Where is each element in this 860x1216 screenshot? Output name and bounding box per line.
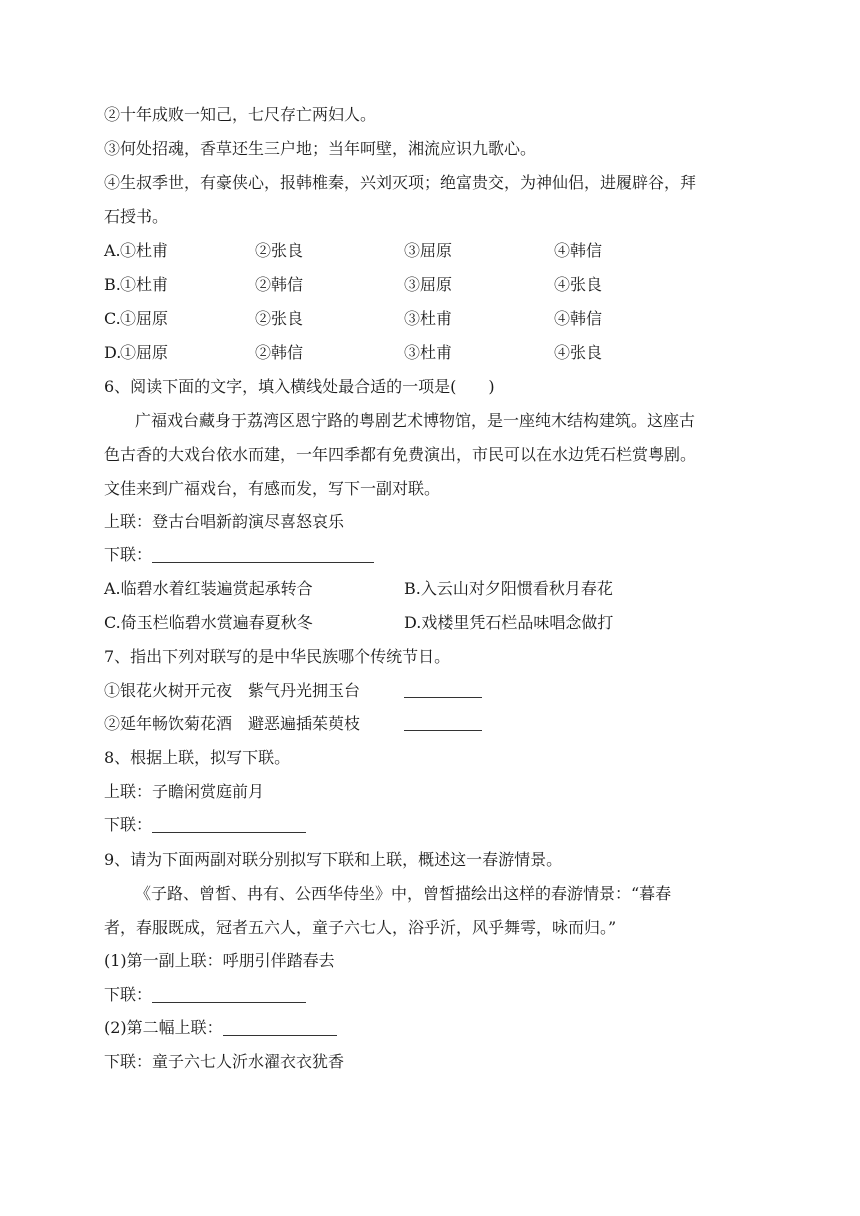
- q6-passage-line3: 文佳来到广福戏台，有感而发，写下一副对联。: [104, 479, 441, 498]
- option-choice-3: ③屈原: [404, 275, 453, 294]
- q6-option-d[interactable]: D.戏楼里凭石栏品味唱念做打: [404, 613, 614, 632]
- option-choice-3: ③杜甫: [404, 343, 453, 362]
- lower-couplet-label: 下联：: [104, 815, 153, 834]
- q5-item-4-line1: ④生叔季世，有豪侠心，报韩椎秦，兴刘灭项；绝富贵交，为神仙侣，进履辟谷，拜: [104, 173, 697, 192]
- q9-sub2-upper: [104, 1018, 754, 1038]
- q7-item-2: ②延年畅饮菊花酒 避恶遍插茱萸枝: [104, 714, 361, 733]
- option-choice-4: ④韩信: [554, 241, 603, 260]
- q9-stem: 9、请为下面两副对联分别拟写下联和上联，概述这一春游情景。: [104, 850, 563, 869]
- q8-upper-couplet: 上联：子瞻闲赏庭前月: [104, 782, 265, 801]
- option-letter: D.: [104, 343, 122, 362]
- option-choice-2: ②张良: [255, 309, 304, 328]
- q6-upper-couplet: 上联：登古台唱新韵演尽喜怒哀乐: [104, 512, 345, 531]
- q6-lower-couplet: [104, 545, 754, 565]
- option-letter: B.: [104, 275, 121, 294]
- q6-option-b[interactable]: B.入云山对夕阳惯看秋月春花: [404, 579, 613, 598]
- option-choice-2: ②韩信: [255, 343, 304, 362]
- q6-stem: 6、阅读下面的文字，填入横线处最合适的一项是( ): [104, 377, 495, 396]
- q8-lower-couplet: [104, 815, 754, 835]
- option-letter: A.: [104, 241, 121, 260]
- option-choice-2: ②张良: [255, 241, 304, 260]
- q6-option-c[interactable]: C.倚玉栏临碧水赏遍春夏秋冬: [104, 613, 313, 632]
- q8-answer-blank[interactable]: [152, 816, 306, 833]
- q5-item-2: ②十年成败一知己，七尺存亡两妇人。: [104, 105, 377, 124]
- option-choice-3: ③杜甫: [404, 309, 453, 328]
- q7-answer-blank-1[interactable]: [404, 681, 482, 698]
- q5-item-3: ③何处招魂，香草还生三户地；当年呵壁，湘流应识九歌心。: [104, 139, 537, 158]
- option-choice-1: ①杜甫: [120, 241, 169, 260]
- q8-stem: 8、根据上联，拟写下联。: [104, 748, 291, 767]
- lower-couplet-label: 下联：: [104, 545, 153, 564]
- q7-item-1: ①银花火树开元夜 紫气丹光拥玉台: [104, 681, 361, 700]
- option-choice-4: ④韩信: [554, 309, 603, 328]
- option-letter: C.: [104, 309, 121, 328]
- q6-answer-blank[interactable]: [152, 546, 374, 563]
- q9-sub2-lower: 下联：童子六七人沂水濯衣衣犹香: [104, 1052, 345, 1071]
- q9-sub2-answer-blank[interactable]: [223, 1019, 337, 1036]
- q9-sub1-answer-blank[interactable]: [152, 986, 306, 1003]
- option-choice-1: ①屈原: [120, 343, 169, 362]
- option-choice-2: ②韩信: [255, 275, 304, 294]
- upper-couplet-label: (2)第二幅上联：: [104, 1018, 223, 1037]
- q9-passage-line1: 《子路、曾皙、冉有、公西华侍坐》中，曾皙描绘出这样的春游情景：“暮春: [135, 884, 672, 903]
- q7-stem: 7、指出下列对联写的是中华民族哪个传统节日。: [104, 647, 451, 666]
- q5-item-4-line2: 石授书。: [104, 207, 169, 226]
- q6-passage-line1: 广福戏台藏身于荔湾区恩宁路的粤剧艺术博物馆，是一座纯木结构建筑。这座古: [135, 411, 696, 430]
- option-choice-4: ④张良: [554, 343, 603, 362]
- option-choice-3: ③屈原: [404, 241, 453, 260]
- q9-sub1-lower: [104, 985, 754, 1005]
- option-choice-1: ①杜甫: [120, 275, 169, 294]
- q6-option-a[interactable]: A.临碧水着红装遍赏起承转合: [104, 579, 313, 598]
- option-choice-4: ④张良: [554, 275, 603, 294]
- lower-couplet-label: 下联：: [104, 985, 153, 1004]
- q9-passage-line2: 者，春服既成，冠者五六人，童子六七人，浴乎沂，风乎舞雩，咏而归。”: [104, 918, 617, 937]
- q7-answer-blank-2[interactable]: [404, 714, 482, 731]
- q9-sub1-upper: (1)第一副上联：呼朋引伴踏春去: [104, 951, 335, 970]
- option-choice-1: ①屈原: [120, 309, 169, 328]
- q6-passage-line2: 色古香的大戏台依水而建，一年四季都有免费演出，市民可以在水边凭石栏赏粤剧。: [104, 445, 697, 464]
